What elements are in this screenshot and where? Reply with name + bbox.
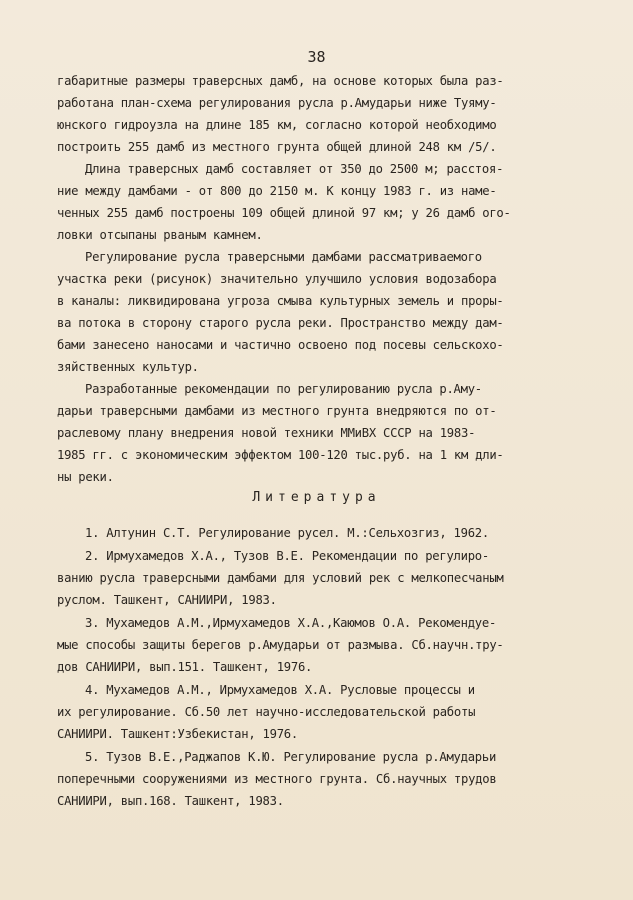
page-number: 38	[307, 48, 326, 66]
reference-item	[57, 612, 592, 678]
reference-item	[57, 679, 592, 745]
text-line: Регулирование русла траверсными дамбами рассматриваемого	[85, 250, 482, 264]
text-line: САНИИРИ. Ташкент:Узбекистан, 1976.	[57, 727, 298, 741]
text-line: построить 255 дамб из местного грунта общей длиной 248 км /5/.	[57, 140, 497, 154]
text-line: работана план-схема регулирования русла р.Амударьи ниже Туяму-	[57, 96, 497, 110]
text-line: САНИИРИ, вып.168. Ташкент, 1983.	[57, 794, 284, 808]
paragraph	[57, 158, 592, 246]
text-line: ны реки.	[57, 470, 114, 484]
body-text	[57, 70, 592, 488]
paragraph	[57, 246, 592, 378]
text-line: ловки отсыпаны рваным камнем.	[57, 228, 263, 242]
reference-item	[57, 522, 592, 544]
reference-list	[57, 522, 592, 813]
reference-item	[57, 545, 592, 611]
text-line: дарьи траверсными дамбами из местного грунта внедряются по от-	[57, 404, 497, 418]
text-line: участка реки (рисунок) значительно улучшило условия водозабора	[57, 272, 497, 286]
text-line: 2. Ирмухамедов Х.А., Тузов В.Е. Рекомендации по регулиро-	[85, 549, 489, 563]
text-line: поперечными сооружениями из местного грунта. Сб.научных трудов	[57, 772, 497, 786]
text-line: 3. Мухамедов А.М.,Ирмухамедов Х.А.,Каюмов О.А. Рекомендуе-	[85, 616, 497, 630]
paragraph	[57, 378, 592, 488]
text-line: ченных 255 дамб построены 109 общей длиной 97 км; у 26 дамб ого-	[57, 206, 511, 220]
reference-item	[57, 746, 592, 812]
text-line: 1. Алтунин С.Т. Регулирование русел. М.:Сельхозгиз, 1962.	[85, 526, 489, 540]
text-line: ние между дамбами - от 800 до 2150 м. К концу 1983 г. из наме-	[57, 184, 497, 198]
text-line: 4. Мухамедов А.М., Ирмухамедов Х.А. Русловые процессы и	[85, 683, 475, 697]
text-line: зяйственных культур.	[57, 360, 199, 374]
text-line: габаритные размеры траверсных дамб, на основе которых была раз-	[57, 74, 504, 88]
paragraph	[57, 70, 592, 158]
text-line: юнского гидроузла на длине 185 км, согласно которой необходимо	[57, 118, 497, 132]
literature-heading: Литература	[252, 490, 381, 505]
text-line: ванию русла траверсными дамбами для условий рек с мелкопесчаным	[57, 571, 504, 585]
text-line: в каналы: ликвидирована угроза смыва культурных земель и проры-	[57, 294, 504, 308]
text-line: Длина траверсных дамб составляет от 350 до 2500 м; расстоя-	[85, 162, 504, 176]
text-line: мые способы защиты берегов р.Амударьи от размыва. Сб.научн.тру-	[57, 638, 504, 652]
text-line: 1985 гг. с экономическим эффектом 100-120 тыс.руб. на 1 км дли-	[57, 448, 504, 462]
text-line: бами занесено наносами и частично освоено под посевы сельскохо-	[57, 338, 504, 352]
text-line: Разработанные рекомендации по регулированию русла р.Аму-	[85, 382, 482, 396]
text-line: ва потока в сторону старого русла реки. Пространство между дам-	[57, 316, 504, 330]
text-line: раслевому плану внедрения новой техники ММиВХ СССР на 1983-	[57, 426, 476, 440]
text-line: 5. Тузов В.Е.,Раджапов К.Ю. Регулирование русла р.Амударьи	[85, 750, 497, 764]
text-line: руслом. Ташкент, САНИИРИ, 1983.	[57, 593, 277, 607]
text-line: дов САНИИРИ, вып.151. Ташкент, 1976.	[57, 660, 313, 674]
text-line: их регулирование. Сб.50 лет научно-исследовательской работы	[57, 705, 476, 719]
